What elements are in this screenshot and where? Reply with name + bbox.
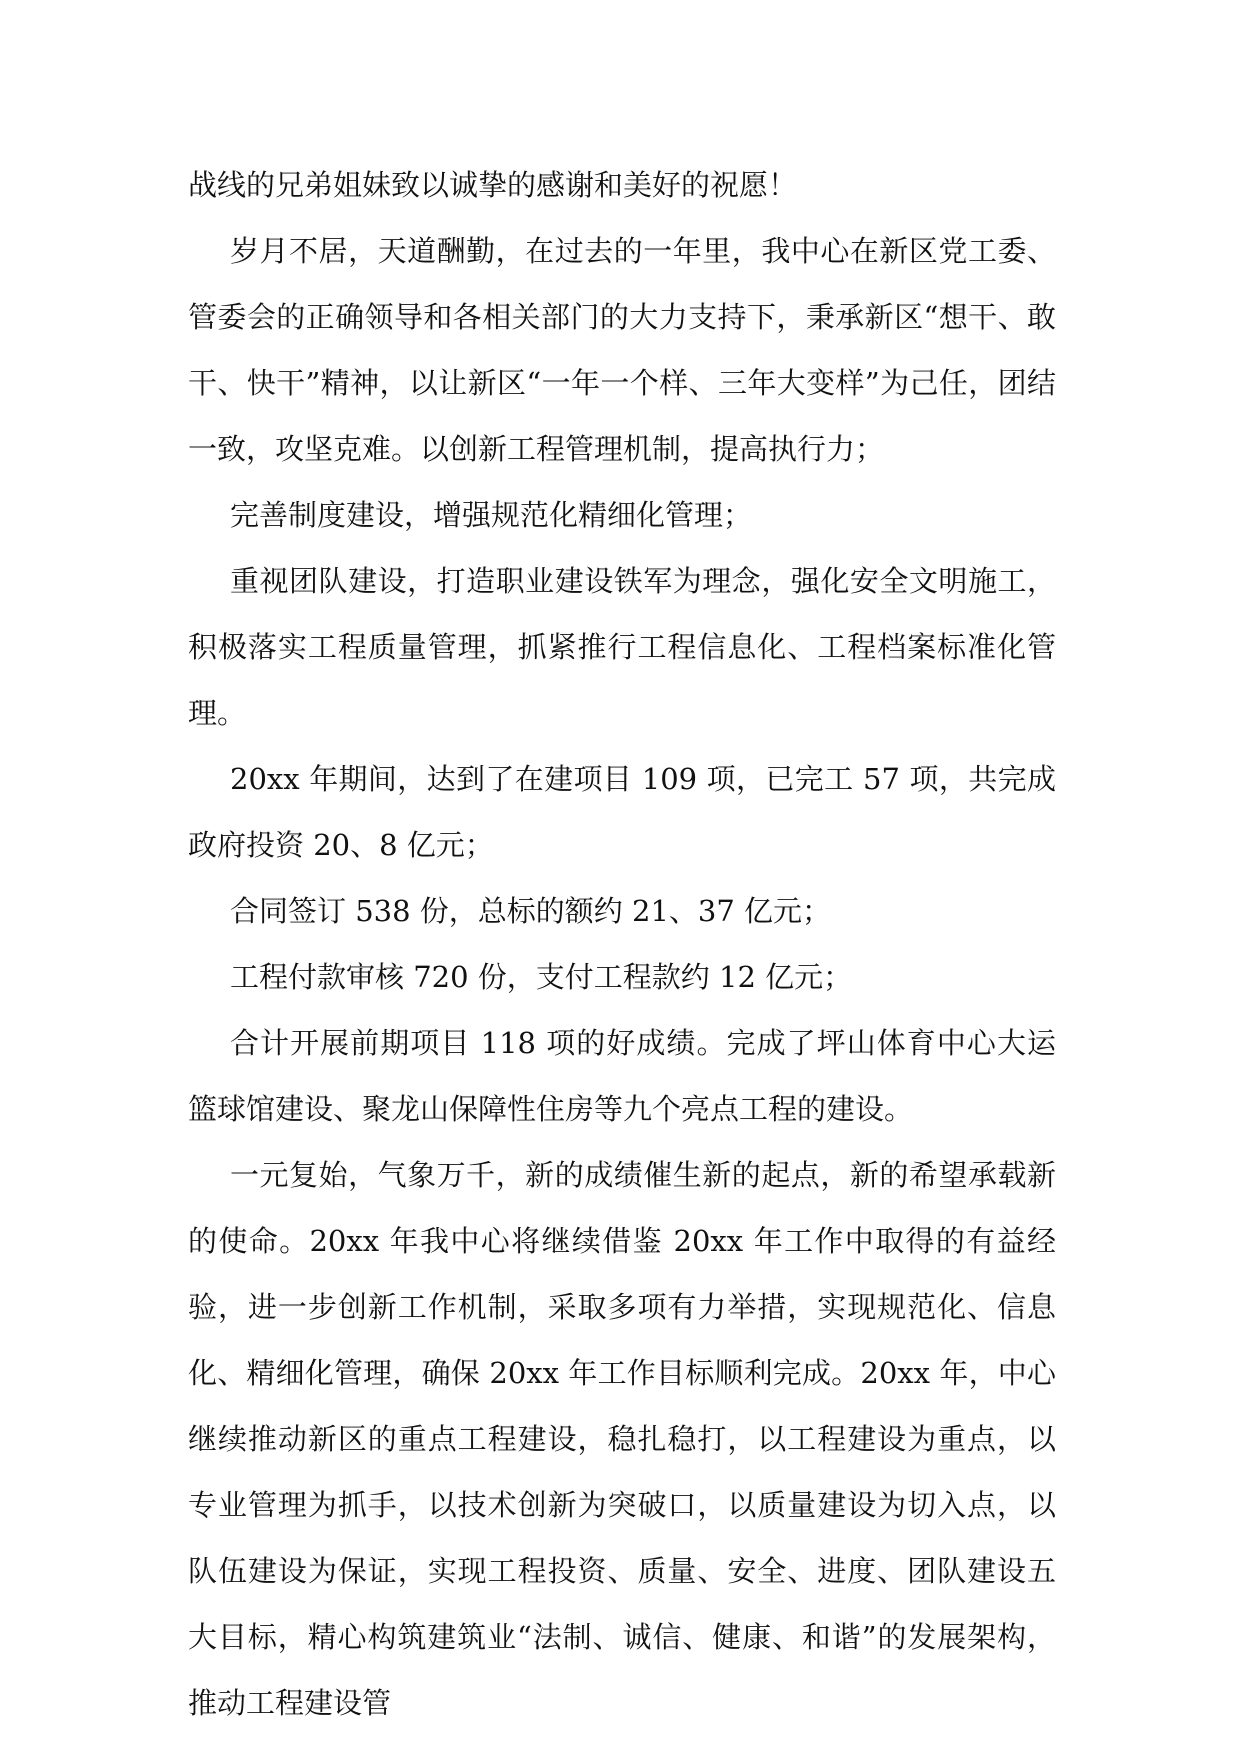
- paragraph-projects-stats: 20xx 年期间，达到了在建项目 109 项，已完工 57 项，共完成政府投资 20、8 亿元；: [188, 762, 1056, 862]
- paragraph-system-building: 完善制度建设，增强规范化精细化管理；: [230, 498, 753, 532]
- paragraph-contracts-stats: 合同签订 538 份，总标的额约 21、37 亿元；: [230, 894, 832, 928]
- paragraph-preliminary-projects: 合计开展前期项目 118 项的好成绩。完成了坪山体育中心大运篮球馆建设、聚龙山保障性住房等九个亮点工程的建设。: [188, 1026, 1056, 1126]
- paragraph-outlook: 一元复始，气象万千，新的成绩催生新的起点，新的希望承载新的使命。20xx 年我中心将继续借鉴 20xx 年工作中取得的有益经验，进一步创新工作机制，采取多项有力举措，实现规范化、信息化、精细化管理，确保 20xx 年工作目标顺利完成。20xx 年，中心继续推动新区的重点工程建设，稳扎稳打，以工程建设为重点，以专业管理为抓手，以技术创新为突破口，以质量建设为切入点，以队伍建设为保证，实现工程投资、质量、安全、进度、团队建设五大目标，精心构筑建筑业“法制、诚信、健康、和谐”的发展架构，推动工程建设管: [188, 1158, 1056, 1720]
- paragraph-payment-stats: 工程付款审核 720 份，支付工程款约 12 亿元；: [230, 960, 853, 994]
- paragraph-continuation: 战线的兄弟姐妹致以诚挚的感谢和美好的祝愿！: [188, 168, 798, 202]
- document-body: [188, 152, 1056, 1736]
- paragraph-review: 岁月不居，天道酬勤，在过去的一年里，我中心在新区党工委、管委会的正确领导和各相关部门的大力支持下，秉承新区“想干、敢干、快干”精神，以让新区“一年一个样、三年大变样”为己任，团结一致，攻坚克难。以创新工程管理机制，提高执行力；: [188, 234, 1056, 466]
- paragraph-team-building: 重视团队建设，打造职业建设铁军为理念，强化安全文明施工，积极落实工程质量管理，抓紧推行工程信息化、工程档案标准化管理。: [188, 564, 1056, 730]
